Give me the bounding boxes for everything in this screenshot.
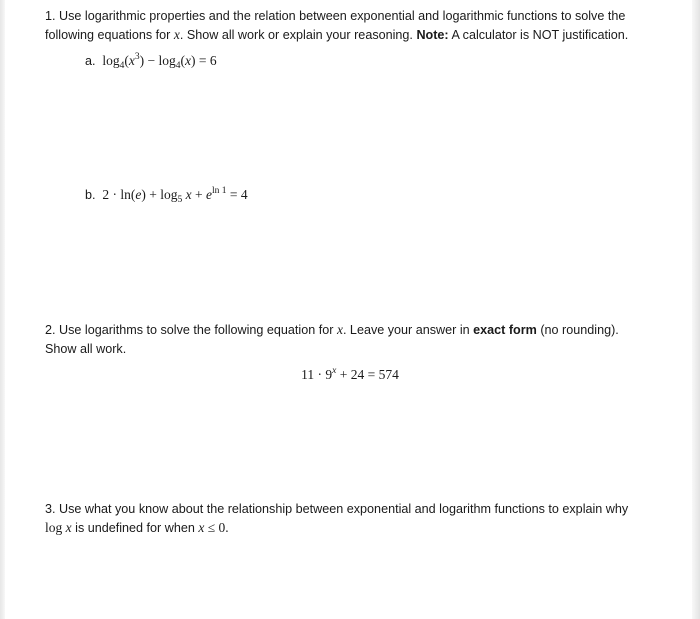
question-2-variable: x xyxy=(336,322,343,337)
question-1b-equation: $2 \cdot \ln(e) + \log_5 x + e^{ln 1} = 4$ xyxy=(99,186,248,205)
question-1-note-label: Note: xyxy=(416,27,449,42)
question-1-text-part1: Use logarithmic properties and the relation between exponential and logarithmic functions to solve the xyxy=(59,9,626,23)
question-1-variable: x xyxy=(173,26,180,42)
question-1-note-text: A calculator is NOT justification. xyxy=(451,27,629,42)
question-3-line-1 xyxy=(45,500,645,519)
question-3-line-2 xyxy=(45,519,645,538)
question-1-text xyxy=(45,7,645,44)
question-3-text xyxy=(45,500,645,537)
question-2-equation: $11 \cdot 9^x + 24 = 574$ xyxy=(301,366,399,382)
question-1a xyxy=(85,52,217,73)
question-3-log-variable: x xyxy=(65,519,72,535)
question-3-text-line1: Use what you know about the relationship between exponential and logarithm functions to explain why xyxy=(59,502,629,516)
question-3-condition: ≤ 0. xyxy=(207,519,229,535)
page-left-shadow xyxy=(0,0,5,619)
question-2-text-part1: Use logarithms to solve the following equation for xyxy=(59,323,334,337)
question-3-log: log xyxy=(45,519,63,535)
question-3-number: 3. xyxy=(45,502,56,516)
question-1-line-2 xyxy=(45,26,645,45)
question-1-text-part2: following equations for xyxy=(45,27,171,42)
question-3-condition-variable: x xyxy=(198,519,205,535)
question-2-text xyxy=(45,321,645,358)
question-2-line-1 xyxy=(45,321,645,340)
question-1b-label: b. xyxy=(85,188,96,202)
question-2-exact-form: exact form xyxy=(473,323,537,337)
question-1-line-1 xyxy=(45,7,645,26)
question-1a-equation: $\log_4(x^3) - \log_4(x) = 6$ xyxy=(99,52,217,71)
question-2-equation-row xyxy=(0,366,700,387)
question-1-text-part3: . Show all work or explain your reasoning. xyxy=(179,27,413,42)
question-3-text-mid: is undefined for when xyxy=(75,520,195,535)
question-1b xyxy=(85,186,248,207)
page-right-shadow xyxy=(692,0,700,619)
question-1a-label: a. xyxy=(85,54,96,68)
question-2-number: 2. xyxy=(45,323,56,337)
question-1-number: 1. xyxy=(45,9,56,23)
question-2-text-part2: . Leave your answer in xyxy=(342,323,470,337)
question-2-line-2: Show all work. xyxy=(45,341,127,356)
question-2-text-part3: (no rounding). xyxy=(540,323,619,337)
